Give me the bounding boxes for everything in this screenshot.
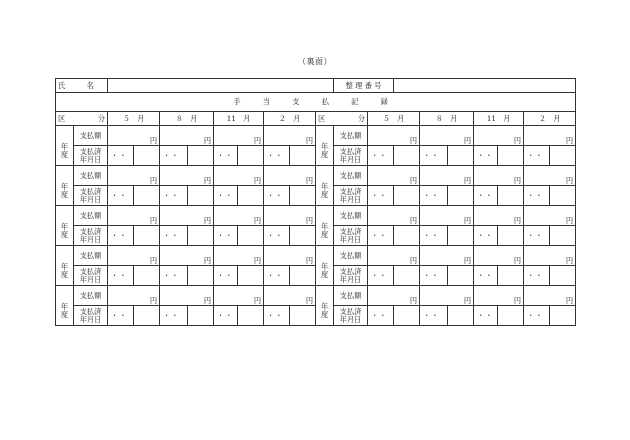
payment-date-cell-day[interactable] (550, 306, 576, 326)
payment-date-cell-day[interactable] (134, 146, 160, 166)
payment-date-label (74, 146, 108, 166)
payment-amount-label: 支払額 (74, 166, 108, 186)
payment-date-cell[interactable]: ・・ (108, 146, 134, 166)
fiscal-year-char-2: 度 (60, 269, 69, 279)
fiscal-year-char-1: 年 (320, 141, 329, 151)
payment-amount-cell[interactable] (420, 166, 474, 186)
yen-unit: 円 (565, 256, 574, 265)
payment-date-cell-day[interactable] (238, 226, 264, 246)
fiscal-year-cell-left[interactable] (56, 286, 74, 326)
yen-unit: 円 (513, 176, 522, 185)
payment-date-cell-day[interactable] (290, 226, 316, 246)
payment-amount-cell[interactable] (214, 286, 264, 306)
fiscal-year-cell-right[interactable] (316, 166, 334, 206)
payment-date-label-line1: 支払済 (339, 266, 362, 276)
payment-amount-cell[interactable] (368, 246, 420, 266)
yen-unit: 円 (463, 256, 472, 265)
payment-amount-cell[interactable] (214, 246, 264, 266)
fiscal-year-cell-right[interactable] (316, 206, 334, 246)
payment-date-cell[interactable]: ・・ (108, 306, 134, 326)
payment-date-cell[interactable]: ・・ (108, 266, 134, 286)
payment-amount-cell[interactable] (524, 206, 576, 226)
payment-date-cell-day[interactable] (238, 266, 264, 286)
fiscal-year-char-2: 度 (320, 229, 329, 239)
payment-date-cell-day[interactable] (448, 186, 474, 206)
payment-date-cell-day[interactable] (448, 146, 474, 166)
yen-unit: 円 (513, 136, 522, 145)
payment-amount-cell[interactable] (420, 126, 474, 146)
payment-date-cell[interactable]: ・・ (368, 186, 394, 206)
yen-unit: 円 (203, 256, 212, 265)
payment-date-label-line1: 支払済 (79, 266, 102, 276)
payment-date-label (74, 226, 108, 246)
bun-char: 分 (97, 113, 106, 123)
header-row (56, 79, 576, 93)
payment-date-cell-day[interactable] (188, 146, 214, 166)
payment-date-cell[interactable]: ・・ (160, 186, 188, 206)
payment-amount-label: 支払額 (334, 166, 368, 186)
payment-date-cell[interactable]: ・・ (214, 146, 238, 166)
yen-unit: 円 (513, 256, 522, 265)
yen-unit: 円 (409, 176, 418, 185)
payment-date-cell-day[interactable] (448, 306, 474, 326)
payment-date-cell[interactable]: ・・ (368, 306, 394, 326)
payment-amount-cell[interactable] (214, 166, 264, 186)
payment-amount-cell[interactable] (108, 206, 160, 226)
payment-amount-cell[interactable] (474, 166, 524, 186)
payment-date-cell[interactable]: ・・ (474, 146, 498, 166)
payment-date-label-line2: 年月日 (79, 314, 102, 324)
kubun-char: 区 (58, 113, 66, 123)
payment-amount-label: 支払額 (334, 206, 368, 226)
fiscal-year-char-2: 度 (320, 149, 329, 159)
kubun-header-right (316, 112, 368, 126)
payment-date-label-line2: 年月日 (339, 154, 362, 164)
yen-unit: 円 (463, 176, 472, 185)
payment-amount-cell[interactable] (264, 166, 316, 186)
payment-date-cell[interactable]: ・・ (524, 266, 550, 286)
payment-date-cell-day[interactable] (498, 186, 524, 206)
fiscal-year-cell-right[interactable] (316, 286, 334, 326)
fiscal-year-char-1: 年 (60, 301, 69, 311)
payment-date-cell-day[interactable] (498, 306, 524, 326)
payment-amount-cell[interactable] (108, 126, 160, 146)
payment-date-cell-day[interactable] (550, 146, 576, 166)
fiscal-year-char-2: 度 (60, 189, 69, 199)
month-header-left-0: ５ 月 (108, 112, 160, 126)
fiscal-year-cell-left[interactable] (56, 126, 74, 166)
payment-date-cell[interactable]: ・・ (368, 226, 394, 246)
payment-date-cell[interactable]: ・・ (420, 266, 448, 286)
payment-date-cell-day[interactable] (550, 186, 576, 206)
fiscal-year-char-1: 年 (320, 261, 329, 271)
payment-date-cell[interactable]: ・・ (474, 306, 498, 326)
payment-amount-cell[interactable] (474, 246, 524, 266)
payment-amount-cell[interactable] (474, 206, 524, 226)
amount-row (56, 206, 576, 226)
payment-amount-cell[interactable] (214, 206, 264, 226)
payment-date-cell[interactable]: ・・ (264, 306, 290, 326)
payment-date-cell[interactable]: ・・ (108, 226, 134, 246)
name-label: 氏 名 (56, 79, 108, 93)
form-title: 手 当 支 払 記 録 (56, 93, 576, 112)
payment-date-cell[interactable]: ・・ (160, 146, 188, 166)
yen-unit: 円 (305, 296, 314, 305)
payment-date-label-line1: 支払済 (339, 226, 362, 236)
payment-date-label (334, 306, 368, 326)
payment-date-label-line1: 支払済 (339, 306, 362, 316)
month-header-left-1: ８ 月 (160, 112, 214, 126)
payment-amount-cell[interactable] (524, 246, 576, 266)
amount-row (56, 246, 576, 266)
payment-date-cell[interactable]: ・・ (160, 266, 188, 286)
payment-date-label-line2: 年月日 (339, 314, 362, 324)
yen-unit: 円 (463, 136, 472, 145)
yen-unit: 円 (253, 256, 262, 265)
yen-unit: 円 (565, 136, 574, 145)
payment-date-cell[interactable]: ・・ (214, 186, 238, 206)
payment-amount-label: 支払額 (74, 126, 108, 146)
fiscal-year-char-2: 度 (320, 309, 329, 319)
payment-amount-cell[interactable] (264, 206, 316, 226)
payment-amount-cell[interactable] (420, 286, 474, 306)
fiscal-year-char-1: 年 (60, 221, 69, 231)
payment-amount-cell[interactable] (420, 206, 474, 226)
month-header-right-0: ５ 月 (368, 112, 420, 126)
payment-date-label-line2: 年月日 (339, 234, 362, 244)
fiscal-year-char-1: 年 (320, 221, 329, 231)
payment-date-cell[interactable]: ・・ (108, 186, 134, 206)
payment-amount-cell[interactable] (160, 166, 214, 186)
payment-date-label-line2: 年月日 (79, 194, 102, 204)
yen-unit: 円 (409, 296, 418, 305)
payment-date-cell[interactable]: ・・ (474, 226, 498, 246)
yen-unit: 円 (565, 176, 574, 185)
payment-date-label-line1: 支払済 (79, 186, 102, 196)
yen-unit: 円 (305, 136, 314, 145)
fiscal-year-char-2: 度 (320, 189, 329, 199)
payment-date-cell[interactable]: ・・ (524, 306, 550, 326)
amount-row (56, 286, 576, 306)
payment-amount-cell[interactable] (524, 286, 576, 306)
payment-date-cell[interactable]: ・・ (214, 266, 238, 286)
payment-date-cell-day[interactable] (550, 266, 576, 286)
yen-unit: 円 (203, 136, 212, 145)
fiscal-year-char-2: 度 (60, 309, 69, 319)
title-row (56, 93, 576, 112)
payment-date-cell-day[interactable] (290, 186, 316, 206)
yen-unit: 円 (149, 216, 158, 225)
payment-date-cell-day[interactable] (134, 186, 160, 206)
fiscal-year-cell-right[interactable] (316, 126, 334, 166)
payment-date-label-line1: 支払済 (79, 306, 102, 316)
payment-date-cell[interactable]: ・・ (264, 226, 290, 246)
payment-date-label (74, 306, 108, 326)
reference-number-label: 整 理 番 号 (334, 79, 394, 93)
payment-amount-cell[interactable] (474, 286, 524, 306)
payment-date-label-line1: 支払済 (339, 186, 362, 196)
yen-unit: 円 (203, 296, 212, 305)
payment-date-cell-day[interactable] (290, 266, 316, 286)
payment-date-label-line2: 年月日 (79, 234, 102, 244)
payment-amount-label: 支払額 (74, 286, 108, 306)
payment-date-cell[interactable]: ・・ (420, 306, 448, 326)
reference-number-field[interactable] (394, 79, 576, 93)
month-header-right-3: ２ 月 (524, 112, 576, 126)
payment-date-cell-day[interactable] (394, 306, 420, 326)
payment-amount-cell[interactable] (368, 166, 420, 186)
fiscal-year-char-1: 年 (320, 181, 329, 191)
yen-unit: 円 (305, 176, 314, 185)
payment-amount-cell[interactable] (160, 286, 214, 306)
payment-date-cell-day[interactable] (448, 226, 474, 246)
payment-amount-cell[interactable] (264, 246, 316, 266)
payment-date-cell-day[interactable] (134, 226, 160, 246)
payment-amount-cell[interactable] (524, 166, 576, 186)
payment-amount-cell[interactable] (264, 126, 316, 146)
payment-amount-cell[interactable] (214, 126, 264, 146)
fiscal-year-cell-left[interactable] (56, 166, 74, 206)
amount-row (56, 166, 576, 186)
payment-date-cell[interactable]: ・・ (524, 186, 550, 206)
payment-date-cell-day[interactable] (498, 226, 524, 246)
yen-unit: 円 (149, 256, 158, 265)
yen-unit: 円 (565, 216, 574, 225)
yen-unit: 円 (305, 216, 314, 225)
yen-unit: 円 (513, 216, 522, 225)
payment-date-cell-day[interactable] (238, 146, 264, 166)
fiscal-year-char-2: 度 (320, 269, 329, 279)
page-caption: （裏面） (298, 57, 332, 66)
payment-amount-cell[interactable] (108, 286, 160, 306)
payment-date-cell-day[interactable] (134, 306, 160, 326)
payment-date-label-line1: 支払済 (339, 146, 362, 156)
month-header-right-1: ８ 月 (420, 112, 474, 126)
payment-date-cell[interactable]: ・・ (474, 266, 498, 286)
fiscal-year-cell-left[interactable] (56, 206, 74, 246)
payment-date-label (334, 266, 368, 286)
fiscal-year-char-2: 度 (60, 229, 69, 239)
fiscal-year-char-1: 年 (60, 141, 69, 151)
payment-amount-cell[interactable] (160, 206, 214, 226)
amount-row (56, 126, 576, 146)
payment-date-cell-day[interactable] (448, 266, 474, 286)
payment-date-cell[interactable]: ・・ (368, 266, 394, 286)
yen-unit: 円 (253, 136, 262, 145)
fiscal-year-char-1: 年 (60, 181, 69, 191)
payment-amount-cell[interactable] (108, 166, 160, 186)
payment-date-cell-day[interactable] (498, 266, 524, 286)
payment-date-cell[interactable]: ・・ (368, 146, 394, 166)
month-header-left-2: 11 月 (214, 112, 264, 126)
payment-date-label (74, 266, 108, 286)
payment-amount-cell[interactable] (524, 126, 576, 146)
payment-date-cell-day[interactable] (188, 226, 214, 246)
payment-date-cell-day[interactable] (394, 266, 420, 286)
yen-unit: 円 (203, 216, 212, 225)
payment-amount-label: 支払額 (334, 246, 368, 266)
bun-char: 分 (357, 113, 366, 123)
yen-unit: 円 (253, 216, 262, 225)
payment-amount-label: 支払額 (74, 206, 108, 226)
payment-date-cell[interactable]: ・・ (524, 226, 550, 246)
payment-date-label-line2: 年月日 (339, 194, 362, 204)
payment-date-cell-day[interactable] (238, 186, 264, 206)
payment-amount-cell[interactable] (160, 126, 214, 146)
payment-amount-cell[interactable] (368, 206, 420, 226)
payment-date-label (334, 186, 368, 206)
fiscal-year-char-2: 度 (60, 149, 69, 159)
payment-amount-cell[interactable] (474, 126, 524, 146)
column-header-row (56, 112, 576, 126)
fiscal-year-char-1: 年 (60, 261, 69, 271)
kubun-header-left (56, 112, 108, 126)
yen-unit: 円 (409, 216, 418, 225)
payment-amount-cell[interactable] (368, 126, 420, 146)
payment-date-cell-day[interactable] (394, 146, 420, 166)
payment-date-cell[interactable]: ・・ (214, 226, 238, 246)
payment-date-label (74, 186, 108, 206)
payment-date-label-line1: 支払済 (79, 146, 102, 156)
payment-date-label (334, 146, 368, 166)
month-header-right-2: 11 月 (474, 112, 524, 126)
payment-amount-cell[interactable] (420, 246, 474, 266)
yen-unit: 円 (565, 296, 574, 305)
kubun-char: 区 (318, 113, 326, 123)
fiscal-year-char-1: 年 (320, 301, 329, 311)
fiscal-year-cell-left[interactable] (56, 246, 74, 286)
yen-unit: 円 (409, 256, 418, 265)
payment-date-cell-day[interactable] (394, 226, 420, 246)
yen-unit: 円 (149, 176, 158, 185)
payment-date-cell-day[interactable] (134, 266, 160, 286)
yen-unit: 円 (409, 136, 418, 145)
payment-date-cell-day[interactable] (238, 306, 264, 326)
payment-date-cell[interactable]: ・・ (160, 226, 188, 246)
payment-amount-label: 支払額 (334, 126, 368, 146)
payment-date-cell[interactable]: ・・ (264, 186, 290, 206)
payment-date-cell-day[interactable] (188, 306, 214, 326)
payment-date-label-line2: 年月日 (339, 274, 362, 284)
payment-date-cell[interactable]: ・・ (474, 186, 498, 206)
payment-date-cell[interactable]: ・・ (214, 306, 238, 326)
yen-unit: 円 (513, 296, 522, 305)
payment-amount-cell[interactable] (160, 246, 214, 266)
yen-unit: 円 (203, 176, 212, 185)
yen-unit: 円 (253, 296, 262, 305)
payment-date-label (334, 226, 368, 246)
payment-date-label-line2: 年月日 (79, 274, 102, 284)
payment-date-cell[interactable]: ・・ (524, 146, 550, 166)
yen-unit: 円 (463, 216, 472, 225)
yen-unit: 円 (149, 136, 158, 145)
yen-unit: 円 (253, 176, 262, 185)
payment-date-cell[interactable]: ・・ (420, 146, 448, 166)
payment-date-label-line2: 年月日 (79, 154, 102, 164)
payment-date-cell[interactable]: ・・ (420, 186, 448, 206)
name-field[interactable] (108, 79, 334, 93)
payment-date-label-line1: 支払済 (79, 226, 102, 236)
yen-unit: 円 (305, 256, 314, 265)
payment-amount-label: 支払額 (74, 246, 108, 266)
allowance-payment-record-form (55, 78, 576, 326)
payment-amount-cell[interactable] (368, 286, 420, 306)
payment-amount-label: 支払額 (334, 286, 368, 306)
payment-amount-cell[interactable] (108, 246, 160, 266)
payment-date-cell-day[interactable] (290, 306, 316, 326)
payment-date-cell[interactable]: ・・ (264, 146, 290, 166)
payment-date-cell-day[interactable] (394, 186, 420, 206)
payment-date-cell[interactable]: ・・ (420, 226, 448, 246)
month-header-left-3: ２ 月 (264, 112, 316, 126)
payment-amount-cell[interactable] (264, 286, 316, 306)
payment-date-cell-day[interactable] (498, 146, 524, 166)
payment-date-cell[interactable]: ・・ (160, 306, 188, 326)
payment-date-cell-day[interactable] (188, 186, 214, 206)
fiscal-year-cell-right[interactable] (316, 246, 334, 286)
payment-date-cell[interactable]: ・・ (264, 266, 290, 286)
payment-date-cell-day[interactable] (290, 146, 316, 166)
yen-unit: 円 (463, 296, 472, 305)
yen-unit: 円 (149, 296, 158, 305)
payment-date-cell-day[interactable] (188, 266, 214, 286)
payment-date-cell-day[interactable] (550, 226, 576, 246)
